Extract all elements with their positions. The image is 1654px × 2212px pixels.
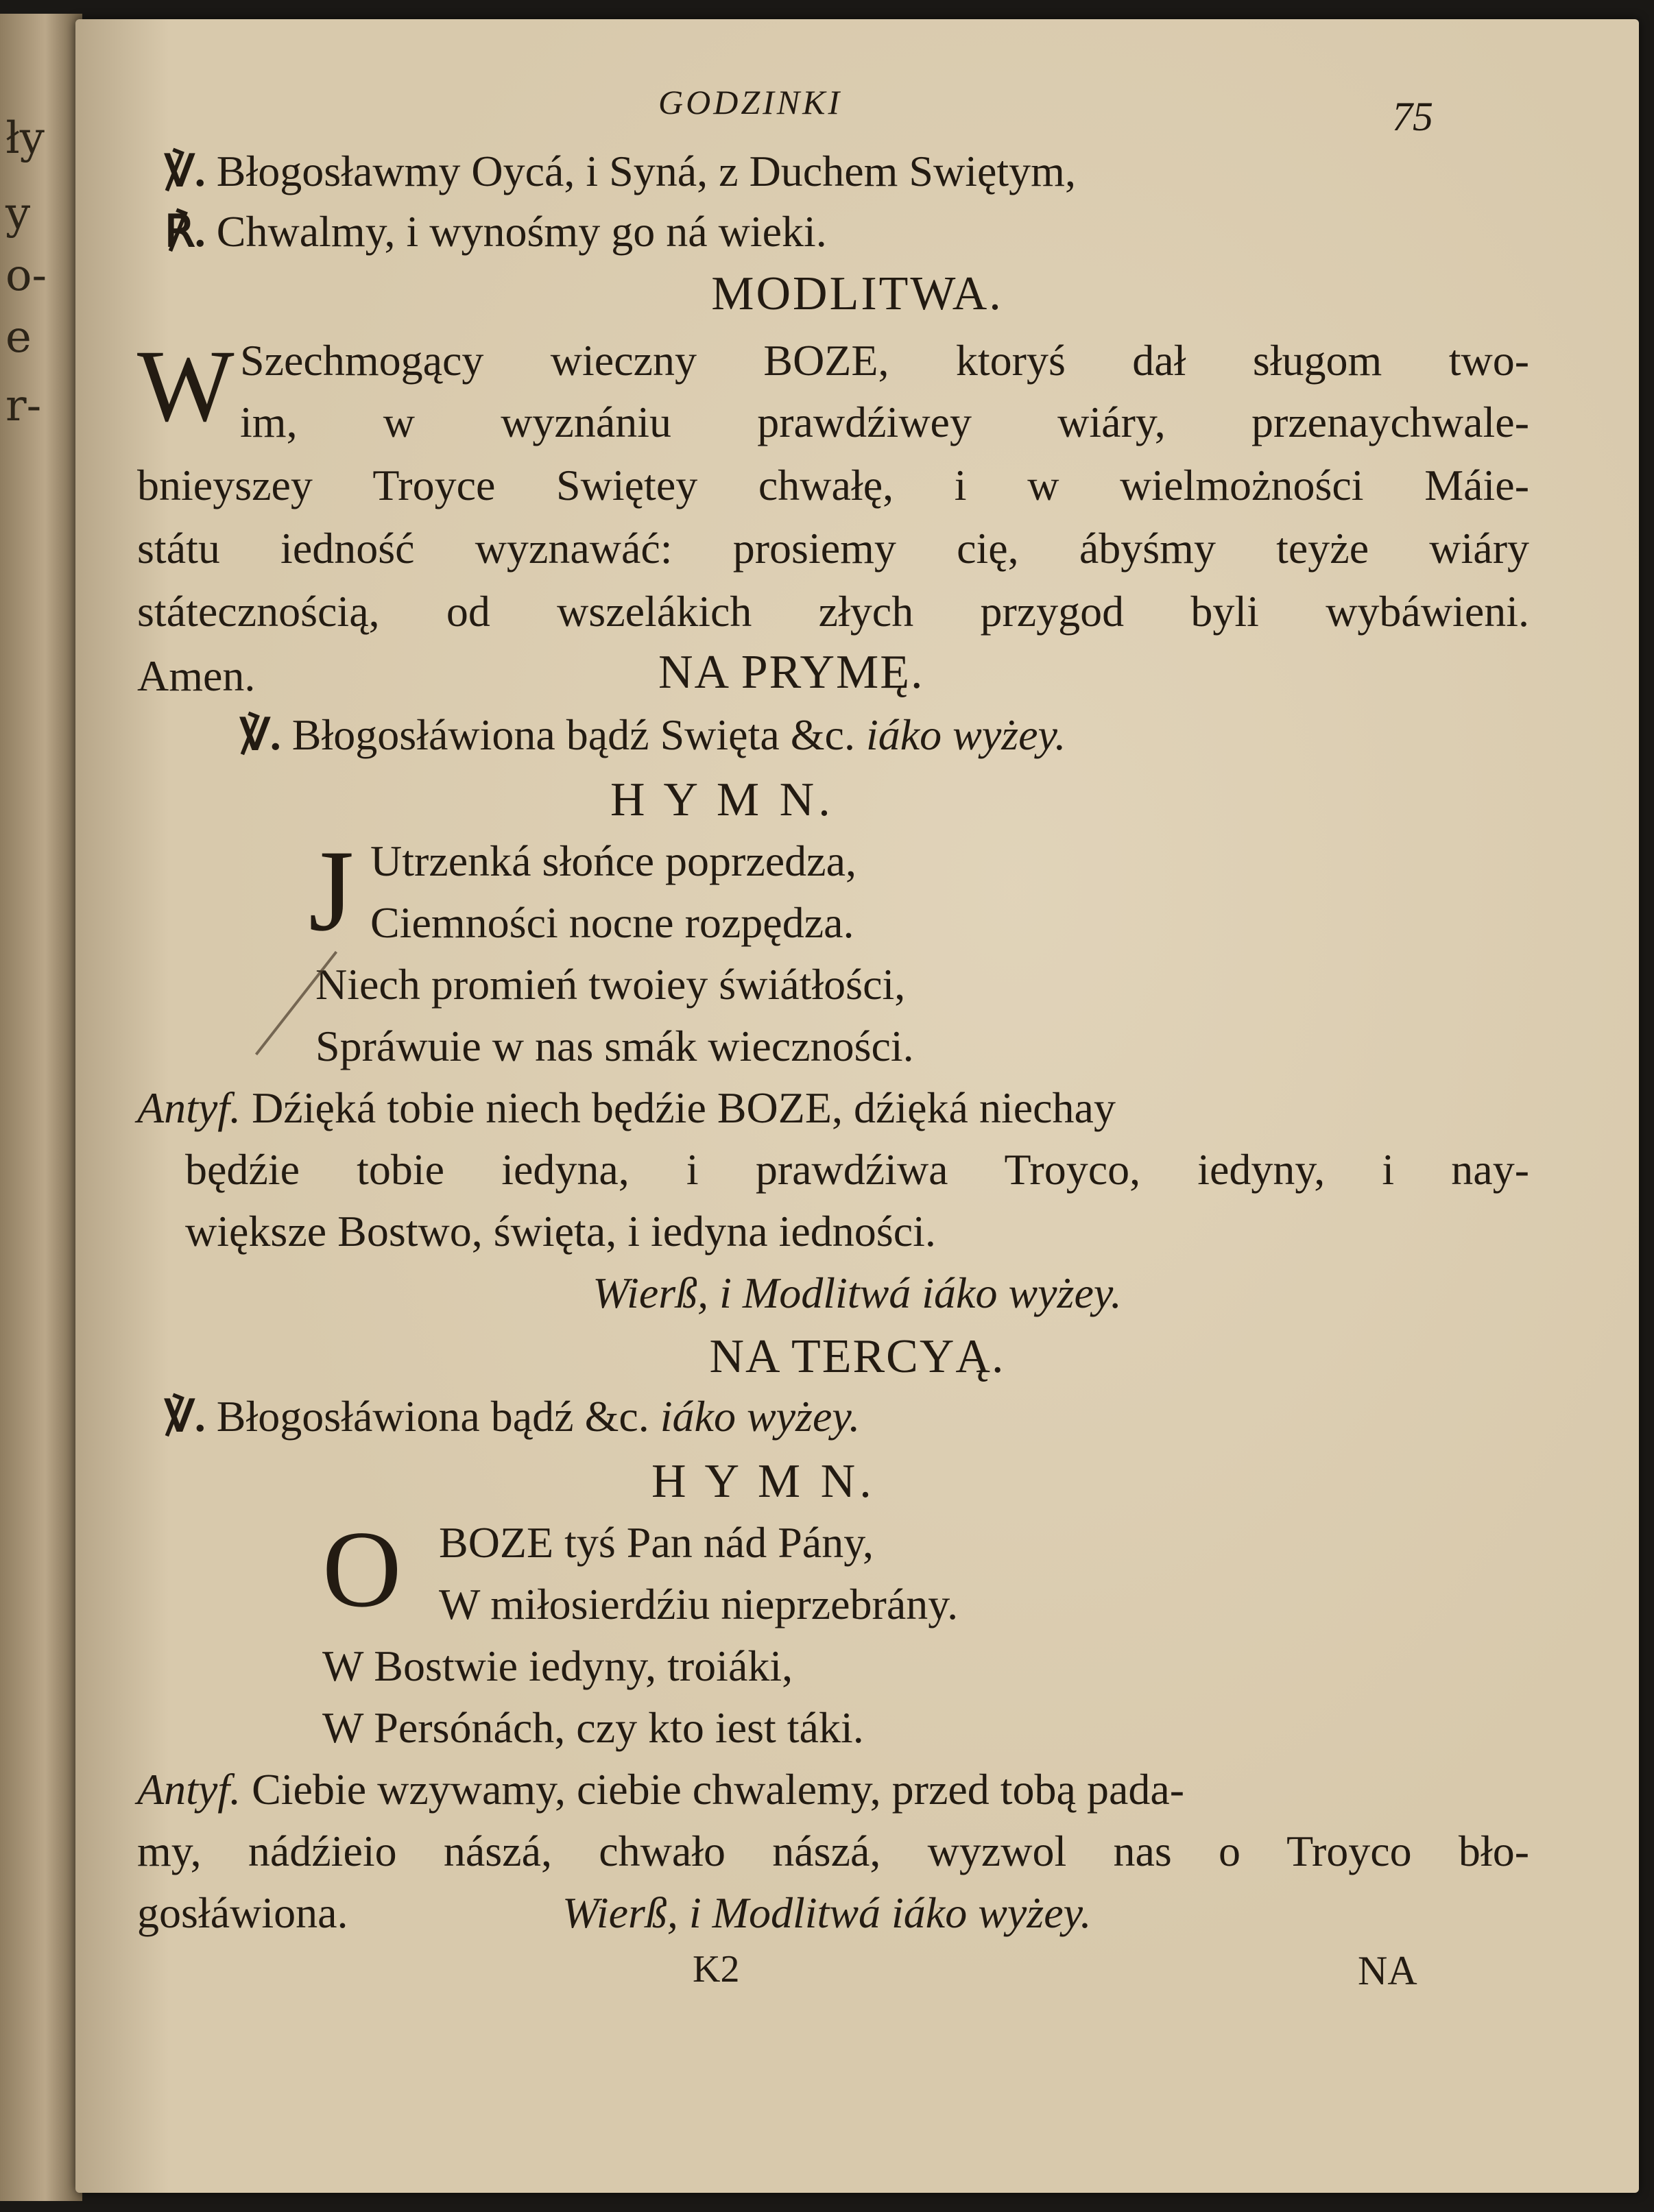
facing-page-fragment: ły	[5, 113, 45, 164]
versicle-text: Błogosłáwiona bądź Swięta &c.	[291, 710, 855, 759]
hymn-line: BOZE tyś Pan nád Pány,	[439, 1518, 874, 1567]
hymn-line: Utrzenká słońce poprzedza,	[370, 837, 856, 885]
response-line	[165, 207, 827, 256]
drop-cap-o: O	[322, 1508, 402, 1630]
page-number: 75	[1392, 94, 1433, 139]
antiphon-text: Ciebie wzywamy, ciebie chwalemy, przed tobą pada-	[252, 1765, 1185, 1814]
facing-page-edge	[0, 14, 82, 2201]
terce-heading: NA TERCYĄ.	[709, 1330, 1005, 1383]
prayer-line: státu iedność wyznawáć: prosiemy cię, ábyśmy teyże wiáry	[137, 524, 1529, 573]
antiphon-text: Dźięká tobie niech będźie BOZE, dźięká niechay	[252, 1083, 1116, 1132]
prayer-heading: MODLITWA.	[711, 267, 1003, 320]
amen: Amen.	[137, 651, 256, 700]
facing-page-fragment: y	[5, 189, 31, 239]
terce-versicle	[165, 1392, 861, 1441]
hymn-line: Spráwuie w nas smák wieczności.	[315, 1022, 914, 1070]
prayer-line: Szechmogący wieczny BOZE, ktoryś dał sługom two-	[240, 336, 1529, 385]
antiphon-line: gosłáwiona.	[137, 1888, 348, 1937]
facing-page-fragment: r-	[5, 381, 42, 431]
versicle-mark: ℣.	[240, 710, 281, 759]
signature-mark: K2	[693, 1948, 740, 1991]
versicle-reference: iáko wyżey.	[865, 710, 1066, 759]
versicle-reference: iáko wyżey.	[660, 1392, 861, 1441]
hymn-heading: H Y M N.	[651, 1455, 876, 1508]
response-text: Chwalmy, i wynośmy go ná wieki.	[216, 207, 827, 256]
hymn-line: Niech promień twoiey świátłości,	[315, 960, 906, 1009]
wiersz-reference: Wierß, i Modlitwá iáko wyżey.	[592, 1269, 1122, 1317]
versicle-text: Błogosłáwiona bądź &c.	[216, 1392, 649, 1441]
antiphon-line	[137, 1765, 1185, 1814]
catchword: NA	[1358, 1948, 1417, 1993]
response-mark: ℟.	[165, 207, 206, 256]
running-title: GODZINKI	[658, 83, 843, 121]
versicle-line	[165, 149, 1076, 193]
prayer-line: bnieyszey Troyce Swiętey chwałę, i w wielmożności Máie-	[137, 461, 1529, 509]
versicle-mark: ℣.	[165, 1392, 206, 1441]
facing-page-fragment: o-	[5, 250, 47, 301]
hymn-line: Ciemności nocne rozpędza.	[370, 898, 854, 947]
hymn-line: W miłosierdźiu nieprzebrány.	[439, 1580, 959, 1628]
antiphon-label: Antyf.	[137, 1083, 241, 1132]
antiphon-label: Antyf.	[137, 1765, 241, 1814]
antiphon-line: większe Bostwo, święta, i iedyna iedności.	[185, 1207, 936, 1255]
hymn-heading: H Y M N.	[610, 773, 835, 826]
versicle-text: Błogosławmy Oycá, i Syná, z Duchem Swiętym,	[216, 147, 1076, 195]
hymn-line: W Bostwie iedyny, troiáki,	[322, 1642, 793, 1690]
prime-heading: NA PRYMĘ.	[658, 646, 924, 699]
antiphon-line: my, nádźieio nászá, chwało nászá, wyzwol nas o Troyco bło-	[137, 1827, 1529, 1875]
versicle-mark: ℣.	[165, 147, 206, 195]
facing-page-fragment: e	[5, 312, 32, 363]
drop-cap-j: J	[309, 826, 355, 955]
antiphon-line: będźie tobie iedyna, i prawdźiwa Troyco, iedyny, i nay-	[185, 1145, 1529, 1194]
prime-versicle	[240, 710, 1066, 759]
antiphon-line	[137, 1083, 1116, 1132]
book-page	[75, 19, 1639, 2193]
hymn-line: W Persónách, czy kto iest táki.	[322, 1703, 864, 1752]
wiersz-reference: Wierß, i Modlitwá iáko wyżey.	[562, 1888, 1092, 1937]
prayer-line: im, w wyznániu prawdźiwey wiáry, przenaychwale-	[240, 398, 1529, 446]
prayer-line: státecznością, od wszelákich złych przygod byli wybáwieni.	[137, 587, 1529, 636]
drop-cap-w: W	[137, 329, 235, 443]
